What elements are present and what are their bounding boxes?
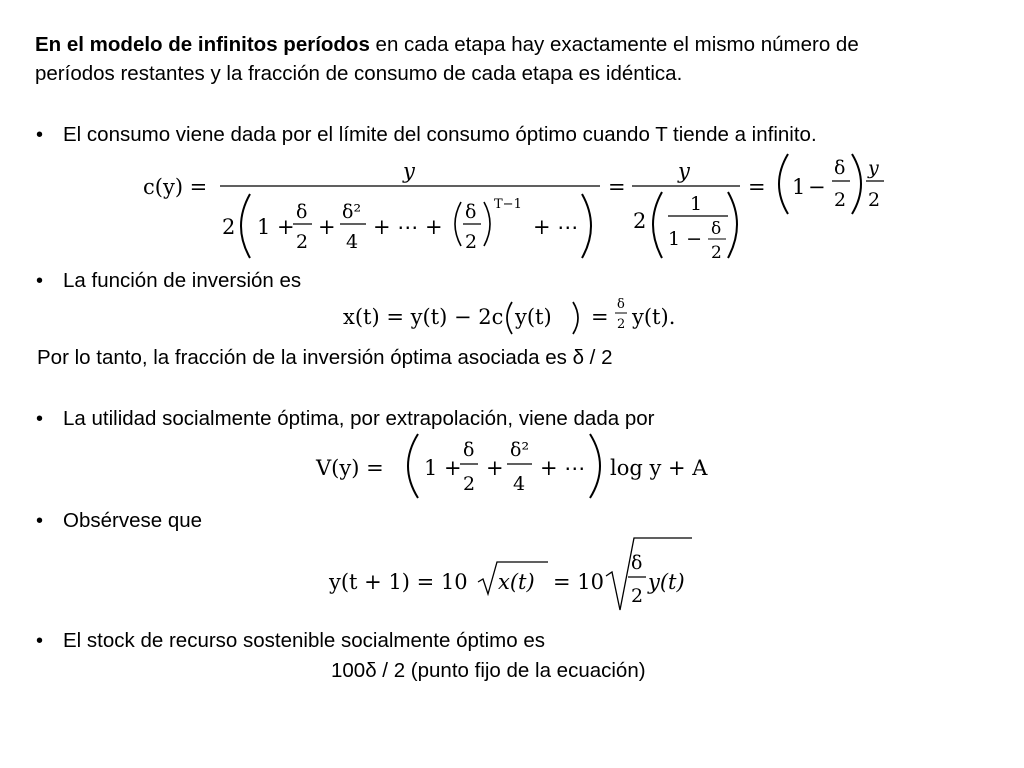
utility-formula bbox=[0, 428, 1024, 504]
c-plus: + bbox=[318, 215, 336, 239]
recursion-formula bbox=[0, 532, 1024, 622]
c-den2-5: 2 bbox=[868, 189, 881, 211]
c-eq-1: = bbox=[608, 175, 626, 199]
c-den4: 4 bbox=[346, 231, 359, 253]
c-one-minus: 1 − bbox=[668, 228, 703, 250]
c-two: 2 bbox=[222, 215, 236, 239]
c-paren-inner-right bbox=[484, 202, 490, 246]
c-one-plus: 1 + bbox=[257, 215, 295, 239]
c-delta: δ bbox=[296, 201, 308, 223]
bullet-1-glyph: • bbox=[36, 124, 44, 146]
c-num-3: y bbox=[868, 157, 879, 179]
u-paren-right bbox=[590, 434, 600, 498]
u-lhs: V(y) = bbox=[316, 456, 384, 480]
c-two-2: 2 bbox=[633, 209, 647, 233]
bullet-1-text: El consumo viene dada por el límite del consumo óptimo cuando T tiende a infinito. bbox=[63, 123, 817, 146]
inv-inner: y(t) bbox=[515, 305, 552, 329]
c-paren-right-2 bbox=[728, 192, 737, 258]
intro-bold: En el modelo de infinitos períodos bbox=[35, 33, 370, 56]
u-paren-left bbox=[408, 434, 418, 498]
c-paren-inner-left bbox=[455, 202, 461, 246]
u-plus: + bbox=[486, 456, 504, 480]
c-eq-2: = bbox=[748, 175, 766, 199]
intro-line-1 bbox=[35, 32, 859, 58]
u-delta-sq: δ² bbox=[510, 439, 530, 461]
u-dots: + ⋯ bbox=[540, 456, 586, 480]
bullet-2-text: La función de inversión es bbox=[63, 269, 302, 292]
r-rad1: x(t) bbox=[498, 570, 535, 594]
c-paren-left-2 bbox=[653, 192, 662, 258]
bullet-2-glyph: • bbox=[36, 270, 44, 292]
inv-lhs: x(t) = y(t) − 2c bbox=[343, 305, 504, 329]
inv-delta: δ bbox=[617, 297, 625, 312]
r-lhs: y(t + 1) = 10 bbox=[329, 570, 468, 594]
c-minus: − bbox=[808, 175, 826, 199]
u-den4: 4 bbox=[513, 473, 526, 495]
c-lhs: c(y) = bbox=[143, 175, 208, 199]
c-num: y bbox=[403, 159, 415, 183]
inv-den: 2 bbox=[617, 317, 626, 332]
u-one-plus: 1 + bbox=[424, 456, 462, 480]
c-trailing: + ⋯ bbox=[533, 215, 579, 239]
bullet-3-text: La utilidad socialmente óptima, por extrapolación, viene dada por bbox=[63, 407, 655, 430]
stock-note: 100δ / 2 (punto fijo de la ecuación) bbox=[331, 659, 646, 682]
bullet-5-text: El stock de recurso sostenible socialmente óptimo es bbox=[63, 629, 545, 652]
c-delta-4: δ bbox=[834, 157, 846, 179]
r-eq: = 10 bbox=[553, 570, 604, 594]
consumption-formula bbox=[0, 148, 1024, 268]
r-delta: δ bbox=[631, 552, 643, 574]
c-paren-left bbox=[241, 194, 250, 258]
c-paren-left-3 bbox=[779, 154, 788, 214]
bullet-4-glyph: • bbox=[36, 510, 44, 532]
investment-formula bbox=[0, 292, 1024, 340]
c-delta-sq: δ² bbox=[342, 201, 362, 223]
u-den2: 2 bbox=[463, 473, 476, 495]
c-dots-plus: + ⋯ + bbox=[373, 215, 443, 239]
r-rad2: y(t) bbox=[648, 570, 685, 594]
investment-note: Por lo tanto, la fracción de la inversión óptima asociada es δ / 2 bbox=[37, 346, 613, 369]
bullet-3-glyph: • bbox=[36, 408, 44, 430]
c-one-2: 1 bbox=[792, 175, 806, 199]
c-paren-right-3 bbox=[852, 154, 861, 214]
c-den2-4: 2 bbox=[834, 189, 847, 211]
r-den: 2 bbox=[631, 585, 644, 607]
bullet-4-text: Obsérvese que bbox=[63, 509, 203, 532]
c-delta-3: δ bbox=[711, 219, 722, 239]
inv-paren-left bbox=[507, 302, 512, 334]
c-den2-2: 2 bbox=[465, 231, 478, 253]
intro-rest: en cada etapa hay exactamente el mismo número de bbox=[369, 33, 859, 56]
c-delta-2: δ bbox=[465, 201, 477, 223]
inv-rhs: y(t). bbox=[632, 305, 676, 329]
u-delta: δ bbox=[463, 439, 475, 461]
c-paren-right bbox=[582, 194, 591, 258]
inv-paren-right bbox=[573, 302, 578, 334]
c-den2-3: 2 bbox=[711, 243, 722, 263]
c-exponent: T−1 bbox=[494, 197, 522, 212]
c-one: 1 bbox=[690, 193, 703, 215]
inv-eq: = bbox=[591, 305, 609, 329]
u-rhs: log y + A bbox=[610, 456, 708, 480]
intro-line-2: períodos restantes y la fracción de consumo de cada etapa es idéntica. bbox=[35, 62, 683, 85]
bullet-5-glyph: • bbox=[36, 630, 44, 652]
c-num-2: y bbox=[678, 159, 690, 183]
c-den2: 2 bbox=[296, 231, 309, 253]
